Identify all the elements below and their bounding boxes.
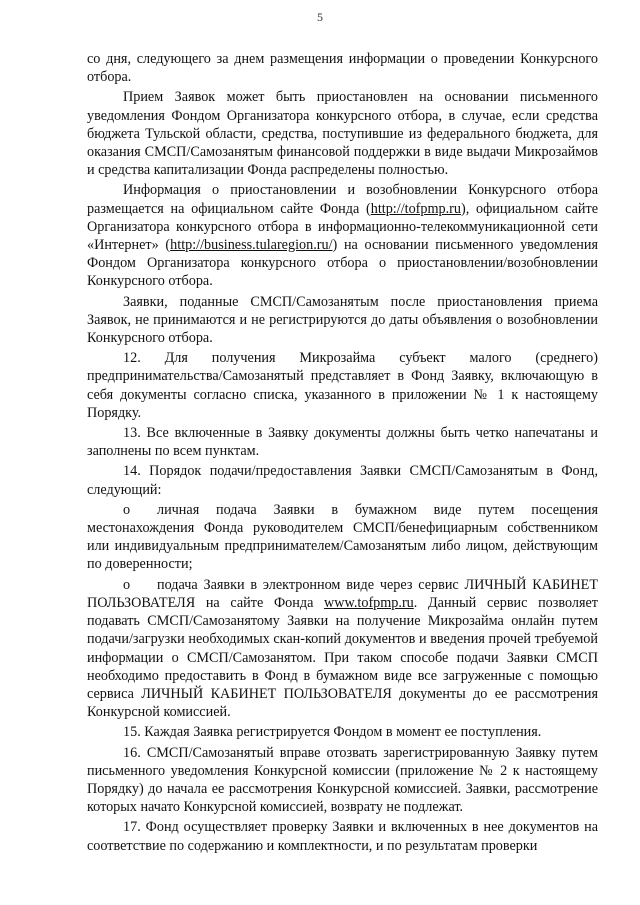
paragraph-item-13: 13. Все включенные в Заявку документы должны быть четко напечатаны и заполнены по всем пунктам.: [87, 425, 598, 460]
paragraph-item-12: 12. Для получения Микрозайма субъект малого (среднего) предпринимательства/Самозанятый представляет в Фонд Заявку, включающую в себя документы согласно списка, указанного в приложении № 1 к настоящему Порядку.: [87, 350, 598, 421]
list-item-paper-submission: [87, 501, 598, 574]
paragraph-item-16: 16. СМСП/Самозанятый вправе отозвать зарегистрированную Заявку путем письменного уведомления Конкурсной комиссии (приложение № 2 к настоящему Порядку) до начала ее рассмотрения Конкурсной комиссией. Заявки, рассмотрение которых начато Конкурсной комиссией, возврату не подлежат.: [87, 744, 598, 816]
paragraph-item-15: 15. Каждая Заявка регистрируется Фондом в момент ее поступления.: [123, 724, 542, 741]
paragraph-late-applications: Заявки, поданные СМСП/Самозанятым после приостановления приема Заявок, не принимаются и не регистрируются до даты объявления о возобновлении Конкурсного отбора.: [87, 293, 598, 347]
fund-www-link[interactable]: www.tofpmp.ru: [324, 594, 414, 611]
paragraph-info-suspension: [87, 181, 598, 290]
paragraph-info-part-c: ) на основании письменного уведомления Фондом Организатора конкурсного отбора о приостановлении/возобновлении Конкурсного отбора.: [87, 237, 599, 290]
bullet-marker: o: [123, 576, 131, 593]
paragraph-suspension: Прием Заявок может быть приостановлен на основании письменного уведомления Фондом Организатора конкурсного отбора, в случае, если средства бюджета Тульской области, средства, поступившие из федерального бюджета, для оказания СМСП/Самозанятым финансовой поддержки в виде выдачи Микрозаймов и средства капитализации Фонда распределены полностью.: [87, 89, 598, 179]
list-item-text: личная подача Заявки в бумажном виде путем посещения местонахождения Фонда руководителем СМСП/бенефициарным собственником или индивидуальным предпринимателем/Самозанятым либо лицом, действующим по доверенности;: [87, 501, 598, 573]
organizer-site-link[interactable]: http://business.tularegion.ru/: [170, 237, 333, 254]
list-item-electronic-submission: [87, 576, 598, 722]
paragraph-item-14: 14. Порядок подачи/предоставления Заявки СМСП/Самозанятым в Фонд, следующий:: [87, 463, 598, 498]
paragraph-info-part-b: ), официальном сайте Организатора конкурсного отбора в информационно-телекоммуникационной сети «Интернет» (: [87, 200, 598, 254]
paragraph-continuation: со дня, следующего за днем размещения информации о проведении Конкурсного отбора.: [87, 51, 598, 86]
document-body: [87, 50, 598, 857]
bullet-marker: o: [123, 501, 131, 518]
page-number: 5: [317, 10, 323, 24]
paragraph-info-part-a: Информация о приостановлении и возобновлении Конкурсного отбора размещается на официальном сайте Фонда (: [87, 182, 598, 217]
list-item-text-part-a: подача Заявки в электронном виде через сервис ЛИЧНЫЙ КАБИНЕТ ПОЛЬЗОВАТЕЛЯ на сайте Фонда: [87, 576, 598, 611]
paragraph-item-17: 17. Фонд осуществляет проверку Заявки и включенных в нее документов на соответствие по содержанию и комплектности, и по результатам проверки: [87, 819, 598, 854]
list-item-text-part-b: . Данный сервис позволяет подавать СМСП/Самозанятому Заявки на получение Микрозайма онлайн путем подачи/загрузки необходимых скан-копий документов и введения прочей требуемой информации о СМСП/Самозанятом. При таком способе подачи Заявки СМСП необходимо предоставить в Фонд в бумажном виде все загруженные с помощью сервиса ЛИЧНЫЙ КАБИНЕТ ПОЛЬЗОВАТЕЛЯ документы до ее рассмотрения Конкурсной комиссией.: [87, 594, 598, 721]
fund-site-link[interactable]: http://tofpmp.ru: [370, 200, 461, 217]
